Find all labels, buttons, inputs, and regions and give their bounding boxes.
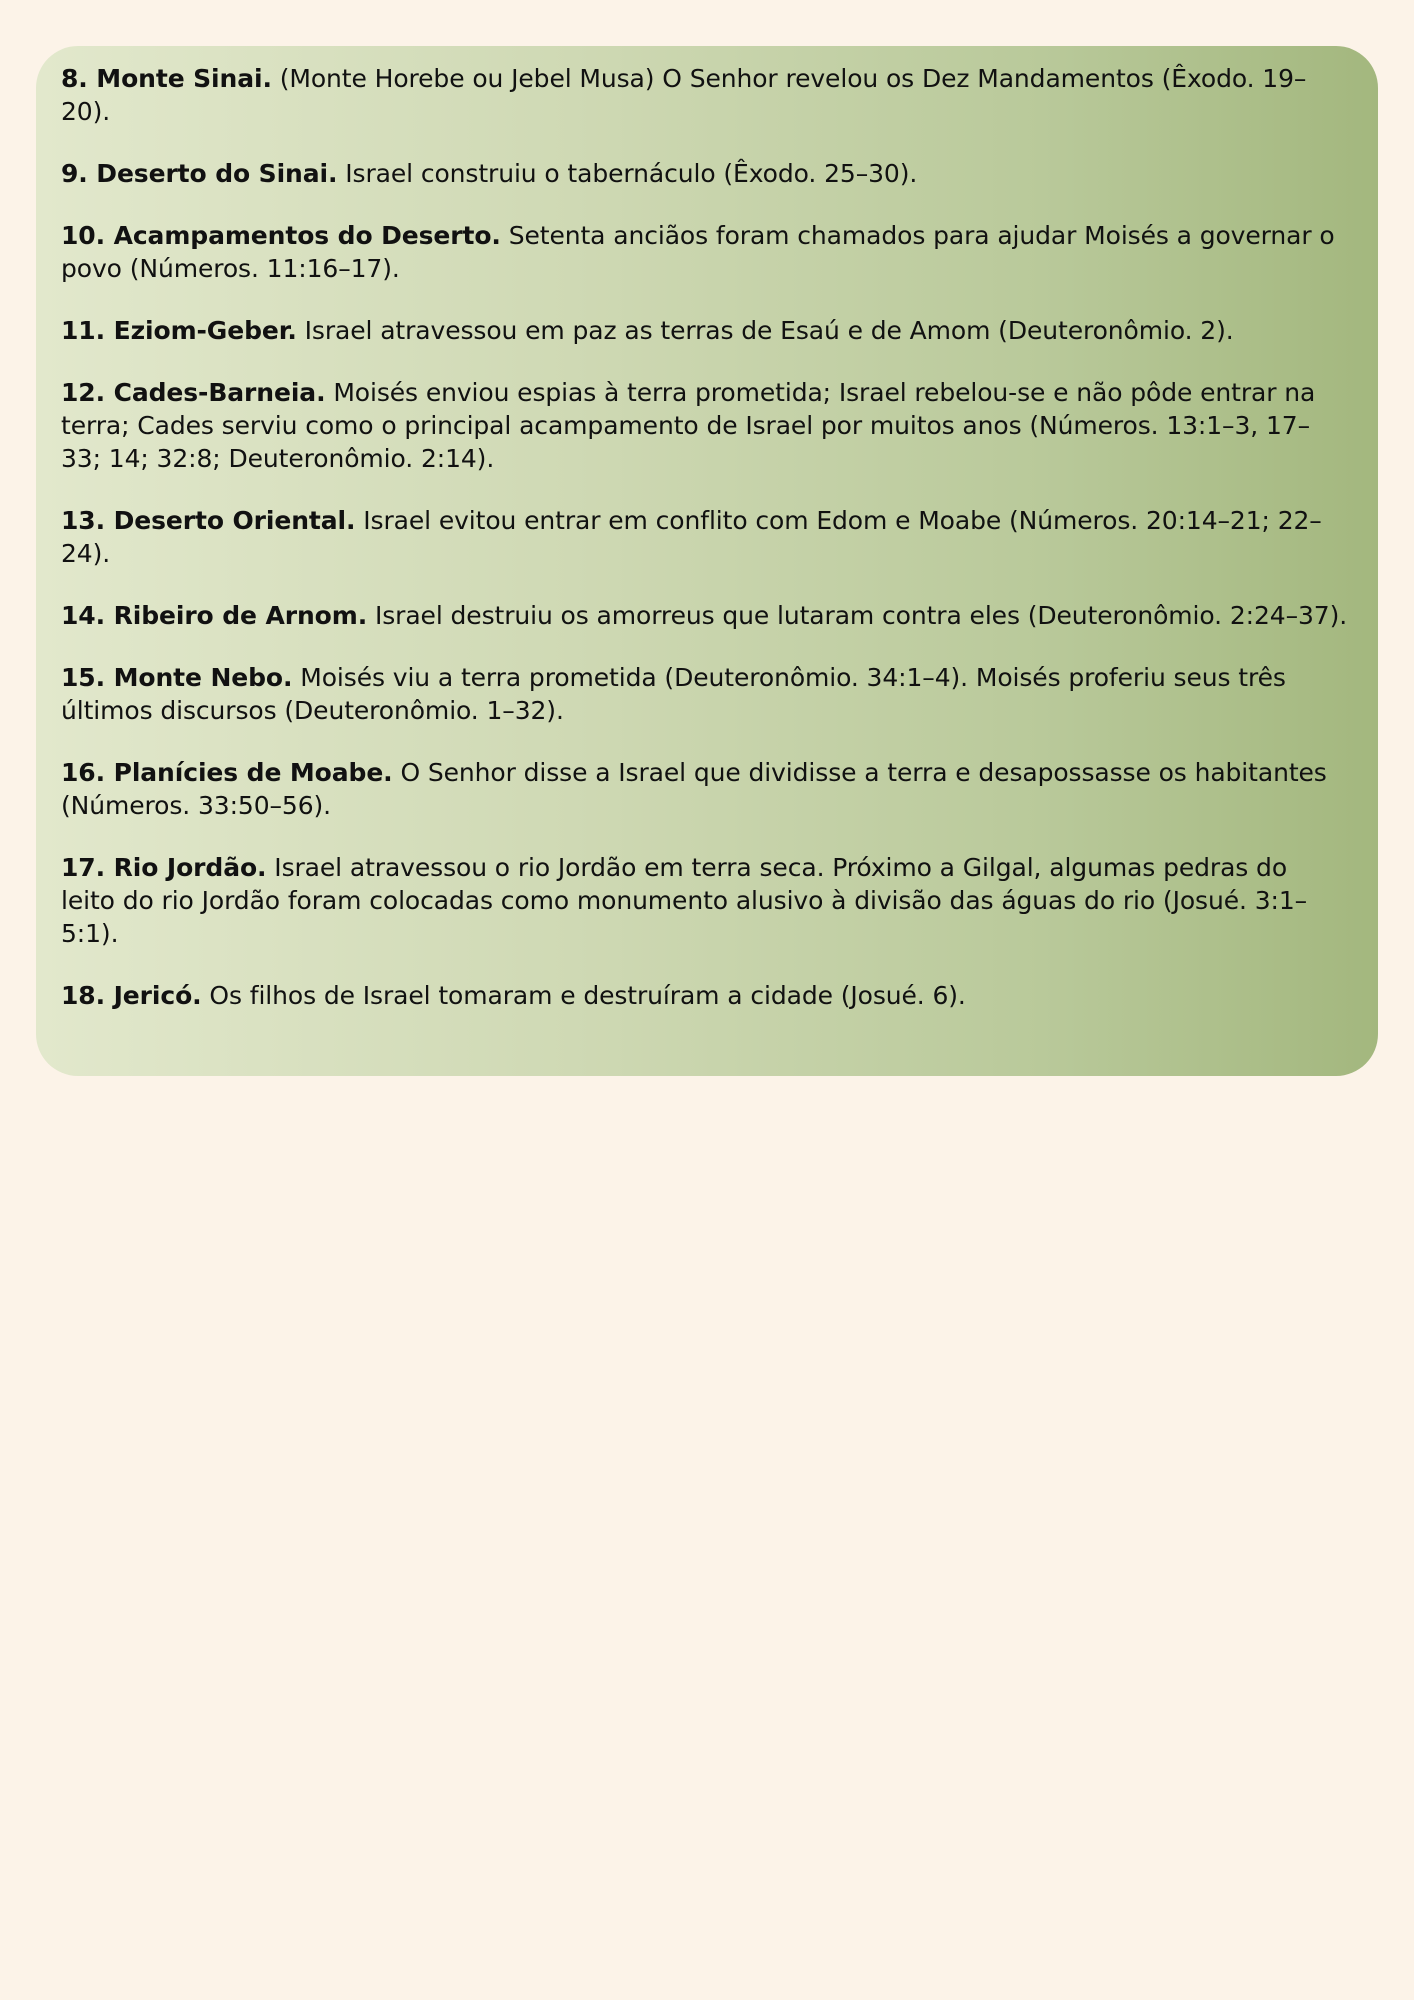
entry-monte-sinai xyxy=(61,62,1348,128)
entry-place: 15. Monte Nebo. xyxy=(61,663,293,692)
entry-text: Israel construiu o tabernáculo (Êxodo. 25–30). xyxy=(345,159,918,188)
entry-planicies-de-moabe xyxy=(61,756,1348,822)
entry-place: 18. Jericó. xyxy=(61,981,202,1010)
entry-text: Moisés enviou espias à terra prometida; Israel rebelou-se e não pôde entrar na terra; Cades serviu como o principal acampamento de Israel por muitos anos (Números. 13:1–3, 17–33; 14; 32:8; Deuteronômio. 2:14). xyxy=(61,378,1316,473)
entry-text: Setenta anciãos foram chamados para ajudar Moisés a governar o povo (Números. 11:16–17). xyxy=(61,221,1335,283)
entry-place: 13. Deserto Oriental. xyxy=(61,506,356,535)
entry-ribeiro-de-arnom xyxy=(61,599,1348,632)
entry-place: 11. Eziom-Geber. xyxy=(61,316,297,345)
entry-deserto-oriental xyxy=(61,504,1348,570)
entry-cades-barneia xyxy=(61,376,1348,475)
entry-rio-jordao xyxy=(61,851,1348,950)
entry-text: Israel atravessou o rio Jordão em terra seca. Próximo a Gilgal, algumas pedras do leito do rio Jordão foram colocadas como monumento alusivo à divisão das águas do rio (Josué. 3:1–5:1). xyxy=(61,853,1308,948)
entry-place: 8. Monte Sinai. xyxy=(61,64,272,93)
entry-text: O Senhor disse a Israel que dividisse a terra e desapossasse os habitantes (Números. 33:50–56). xyxy=(61,758,1327,820)
entry-place: 14. Ribeiro de Arnom. xyxy=(61,601,368,630)
entry-acampamentos-do-deserto xyxy=(61,219,1348,285)
entry-place: 17. Rio Jordão. xyxy=(61,853,267,882)
entry-deserto-do-sinai xyxy=(61,157,1348,190)
entry-place: 12. Cades-Barneia. xyxy=(61,378,326,407)
entry-jerico xyxy=(61,979,1348,1012)
entry-place: 16. Planícies de Moabe. xyxy=(61,758,393,787)
entry-text: Israel evitou entrar em conflito com Edom e Moabe (Números. 20:14–21; 22–24). xyxy=(61,506,1322,568)
entry-monte-nebo xyxy=(61,661,1348,727)
entry-place: 10. Acampamentos do Deserto. xyxy=(61,221,501,250)
entry-text: Israel destruiu os amorreus que lutaram contra eles (Deuteronômio. 2:24–37). xyxy=(374,601,1348,630)
entry-text: Moisés viu a terra prometida (Deuteronômio. 34:1–4). Moisés proferiu seus três últimos discursos (Deuteronômio. 1–32). xyxy=(61,663,1286,725)
entry-text: Israel atravessou em paz as terras de Esaú e de Amom (Deuteronômio. 2). xyxy=(304,316,1234,345)
locations-card xyxy=(36,46,1378,1076)
entry-text: (Monte Horebe ou Jebel Musa) O Senhor revelou os Dez Mandamentos (Êxodo. 19–20). xyxy=(61,64,1307,126)
entry-eziom-geber xyxy=(61,314,1348,347)
entry-place: 9. Deserto do Sinai. xyxy=(61,159,338,188)
entry-text: Os filhos de Israel tomaram e destruíram a cidade (Josué. 6). xyxy=(209,981,966,1010)
